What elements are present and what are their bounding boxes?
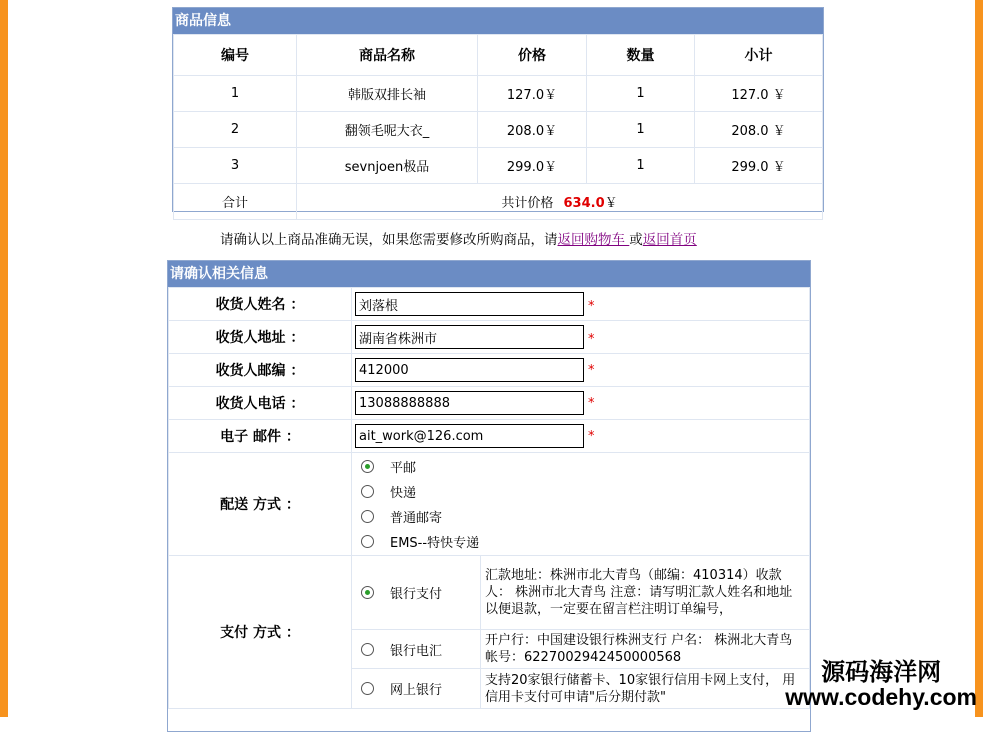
radio-checked-icon[interactable] (361, 586, 374, 599)
email-label: 电子 邮件 ： (169, 420, 352, 453)
required-mark: * (588, 362, 595, 378)
receiver-phone-cell (352, 387, 810, 420)
shipping-options (352, 453, 810, 556)
radio-icon[interactable] (361, 485, 374, 498)
row-subtotal: 299.0 ￥ (695, 148, 823, 184)
shipping-option-label: 普通邮寄 (390, 511, 443, 526)
receiver-zip-label: 收货人邮编 ： (169, 354, 352, 387)
shipping-option[interactable] (353, 529, 808, 554)
row-no: 3 (174, 148, 297, 184)
info-panel-title: 请确认相关信息 (168, 261, 810, 287)
row-name: sevnjoen极品 (297, 148, 478, 184)
receiver-address-label: 收货人地址 ： (169, 321, 352, 354)
goods-table (173, 34, 823, 220)
confirm-note-text: 请确认以上商品准确无误，如果您需要修改所购商品，请 (220, 232, 558, 248)
form-row-shipping (169, 453, 810, 556)
receiver-name-input[interactable] (355, 292, 584, 316)
shipping-option[interactable] (353, 454, 808, 479)
receiver-name-cell (352, 288, 810, 321)
shipping-option-label: 快递 (390, 486, 417, 501)
radio-icon[interactable] (361, 682, 374, 695)
receiver-phone-input[interactable] (355, 391, 584, 415)
shipping-label: 配送 方式 ： (169, 453, 352, 556)
goods-panel (172, 7, 824, 212)
right-orange-border (975, 0, 983, 717)
row-subtotal: 208.0 ￥ (695, 112, 823, 148)
col-header-price: 价格 (478, 35, 587, 76)
watermark-title: 源码海洋网 (821, 658, 942, 686)
payment-desc: 汇款地址：株洲市北大青鸟（邮编：410314）收款人： 株洲市北大青鸟 注意：请写明汇款人姓名和地址以便退款，一定要在留言栏注明订单编号， (481, 556, 810, 630)
email-cell (352, 420, 810, 453)
required-mark: * (588, 331, 595, 347)
form-row-address (169, 321, 810, 354)
row-price: 299.0￥ (478, 148, 587, 184)
shipping-option[interactable] (353, 479, 808, 504)
radio-icon[interactable] (361, 510, 374, 523)
table-row (174, 76, 823, 112)
email-input[interactable] (355, 424, 584, 448)
required-mark: * (588, 428, 595, 444)
payment-desc: 开户行：中国建设银行株洲支行 户名： 株洲北大青鸟 帐号：6227002942450000568 (481, 630, 810, 669)
col-header-subtotal: 小计 (695, 35, 823, 76)
col-header-no: 编号 (174, 35, 297, 76)
table-row (174, 112, 823, 148)
back-to-cart-link[interactable]: 返回购物车 (557, 232, 630, 248)
row-price: 208.0￥ (478, 112, 587, 148)
form-row-payment-1 (169, 556, 810, 630)
form-row-zip (169, 354, 810, 387)
goods-table-header (174, 35, 823, 76)
required-mark: * (588, 395, 595, 411)
payment-option[interactable] (352, 630, 481, 669)
form-row-name (169, 288, 810, 321)
total-cell (297, 184, 823, 220)
info-panel (167, 260, 811, 732)
radio-checked-icon[interactable] (361, 460, 374, 473)
shipping-option-label: EMS--特快专递 (390, 536, 480, 551)
radio-icon[interactable] (361, 643, 374, 656)
receiver-phone-label: 收货人电话 ： (169, 387, 352, 420)
receiver-address-cell (352, 321, 810, 354)
receiver-zip-cell (352, 354, 810, 387)
receiver-address-input[interactable] (355, 325, 584, 349)
row-qty: 1 (587, 148, 695, 184)
col-header-qty: 数量 (587, 35, 695, 76)
total-unit: ￥ (604, 196, 618, 211)
payment-option-label: 银行电汇 (390, 643, 443, 659)
shipping-option[interactable] (353, 504, 808, 529)
form-row-phone (169, 387, 810, 420)
watermark (785, 660, 977, 709)
row-name: 韩版双排长袖 (297, 76, 478, 112)
form-row-email (169, 420, 810, 453)
payment-option-label: 网上银行 (390, 683, 443, 698)
shipping-option-label: 平邮 (390, 461, 417, 476)
info-form-table (168, 287, 810, 709)
total-value: 634.0 (563, 196, 605, 211)
row-subtotal: 127.0 ￥ (695, 76, 823, 112)
row-name: 翻领毛呢大衣_ (297, 112, 478, 148)
payment-option[interactable] (352, 556, 481, 630)
confirm-note-or: 或 (629, 232, 643, 248)
left-orange-border (0, 0, 8, 717)
payment-label: 支付 方式 ： (169, 556, 352, 709)
goods-panel-title: 商品信息 (173, 8, 823, 34)
total-label: 合计 (174, 184, 297, 220)
row-qty: 1 (587, 76, 695, 112)
total-row (174, 184, 823, 220)
watermark-url: www.codehy.com (785, 684, 977, 711)
row-no: 1 (174, 76, 297, 112)
required-mark: * (588, 298, 595, 314)
row-price: 127.0￥ (478, 76, 587, 112)
total-text: 共计价格 (501, 196, 554, 211)
row-qty: 1 (587, 112, 695, 148)
row-no: 2 (174, 112, 297, 148)
payment-option[interactable] (352, 669, 481, 709)
table-row (174, 148, 823, 184)
payment-option-label: 银行支付 (390, 587, 443, 602)
back-to-home-link[interactable]: 返回首页 (642, 232, 697, 248)
receiver-zip-input[interactable] (355, 358, 584, 382)
receiver-name-label: 收货人姓名 ： (169, 288, 352, 321)
payment-desc: 支持20家银行储蓄卡、10家银行信用卡网上支付， 用信用卡支付可申请"后分期付款" (481, 669, 810, 709)
confirm-note (220, 228, 697, 248)
radio-icon[interactable] (361, 535, 374, 548)
col-header-name: 商品名称 (297, 35, 478, 76)
